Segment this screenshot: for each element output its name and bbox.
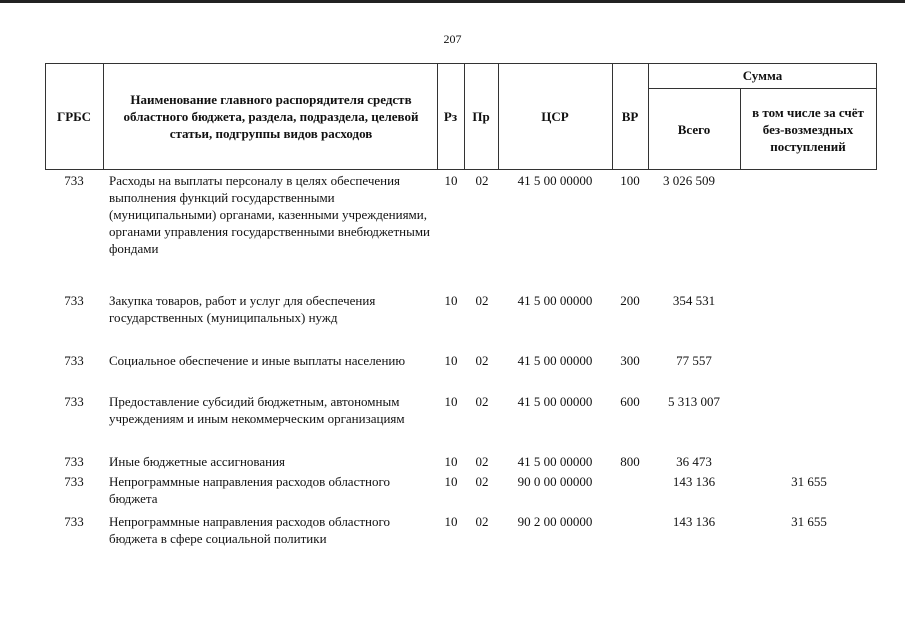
cell-pr: 02 xyxy=(475,514,489,529)
cell-pr: 02 xyxy=(475,474,489,489)
cell-grbs: 733 xyxy=(64,514,84,529)
cell-rz: 10 xyxy=(444,394,458,409)
cell-rz: 10 xyxy=(444,514,458,529)
cell-csr: 41 5 00 00000 xyxy=(517,293,593,308)
header-free: в том числе за счёт без-возмездных поступлений xyxy=(752,104,864,154)
header-name: Наименование главного распорядителя средств областного бюджета, раздела, подраздела, целевой статьи, подгруппы видов расходов xyxy=(123,92,419,141)
header-rz: Рз xyxy=(443,109,458,124)
header-divider xyxy=(103,63,104,170)
cell-rz: 10 xyxy=(444,293,458,308)
header-vr: ВР xyxy=(621,109,639,124)
table-header xyxy=(45,63,877,170)
cell-total: 143 136 xyxy=(672,474,716,489)
cell-rz: 10 xyxy=(444,474,458,489)
cell-csr: 41 5 00 00000 xyxy=(517,173,593,188)
cell-grbs: 733 xyxy=(64,454,84,469)
cell-vr: 800 xyxy=(620,454,640,469)
cell-pr: 02 xyxy=(475,394,489,409)
header-pr: Пр xyxy=(472,109,490,124)
cell-grbs: 733 xyxy=(64,474,84,489)
page-number: 207 xyxy=(443,32,462,46)
cell-csr: 90 0 00 00000 xyxy=(517,474,593,489)
cell-name: Непрограммные направления расходов областного бюджета в сфере социальной политики xyxy=(109,514,390,546)
cell-rz: 10 xyxy=(444,454,458,469)
header-csr: ЦСР xyxy=(541,109,569,124)
cell-pr: 02 xyxy=(475,173,489,188)
cell-total: 5 313 007 xyxy=(668,394,720,409)
cell-total: 354 531 xyxy=(672,293,716,308)
cell-vr: 300 xyxy=(620,353,640,368)
cell-vr: 200 xyxy=(620,293,640,308)
cell-name: Расходы на выплаты персоналу в целях обеспечения выполнения функций государственными (муниципальными) органами, казенными учреждениями, органами управления государственными внебюджетными фондами xyxy=(109,173,431,256)
cell-grbs: 733 xyxy=(64,173,84,188)
cell-pr: 02 xyxy=(475,353,489,368)
cell-total: 3 026 509 xyxy=(663,173,715,188)
cell-vr: 600 xyxy=(620,394,640,409)
header-grbs: ГРБС xyxy=(56,109,92,124)
cell-csr: 41 5 00 00000 xyxy=(517,454,593,469)
top-border-line xyxy=(0,0,905,3)
cell-pr: 02 xyxy=(475,454,489,469)
cell-total: 77 557 xyxy=(676,353,712,368)
cell-free: 31 655 xyxy=(791,474,827,489)
cell-name: Закупка товаров, работ и услуг для обеспечения государственных (муниципальных) нужд xyxy=(109,293,376,325)
cell-csr: 41 5 00 00000 xyxy=(517,394,593,409)
cell-rz: 10 xyxy=(444,173,458,188)
cell-name: Социальное обеспечение и иные выплаты населению xyxy=(109,353,406,368)
cell-total: 143 136 xyxy=(672,514,716,529)
cell-grbs: 733 xyxy=(64,353,84,368)
cell-total: 36 473 xyxy=(676,454,712,469)
cell-csr: 41 5 00 00000 xyxy=(517,353,593,368)
cell-name: Иные бюджетные ассигнования xyxy=(109,454,286,469)
cell-pr: 02 xyxy=(475,293,489,308)
header-divider xyxy=(740,88,741,170)
cell-csr: 90 2 00 00000 xyxy=(517,514,593,529)
cell-free: 31 655 xyxy=(791,514,827,529)
cell-name: Предоставление субсидий бюджетным, автономным учреждениям и иным некоммерческим организациям xyxy=(109,394,405,426)
cell-rz: 10 xyxy=(444,353,458,368)
cell-grbs: 733 xyxy=(64,293,84,308)
header-total: Всего xyxy=(677,121,711,137)
cell-vr: 100 xyxy=(620,173,640,188)
cell-name: Непрограммные направления расходов областного бюджета xyxy=(109,474,390,506)
header-sum: Сумма xyxy=(742,68,783,83)
cell-grbs: 733 xyxy=(64,394,84,409)
